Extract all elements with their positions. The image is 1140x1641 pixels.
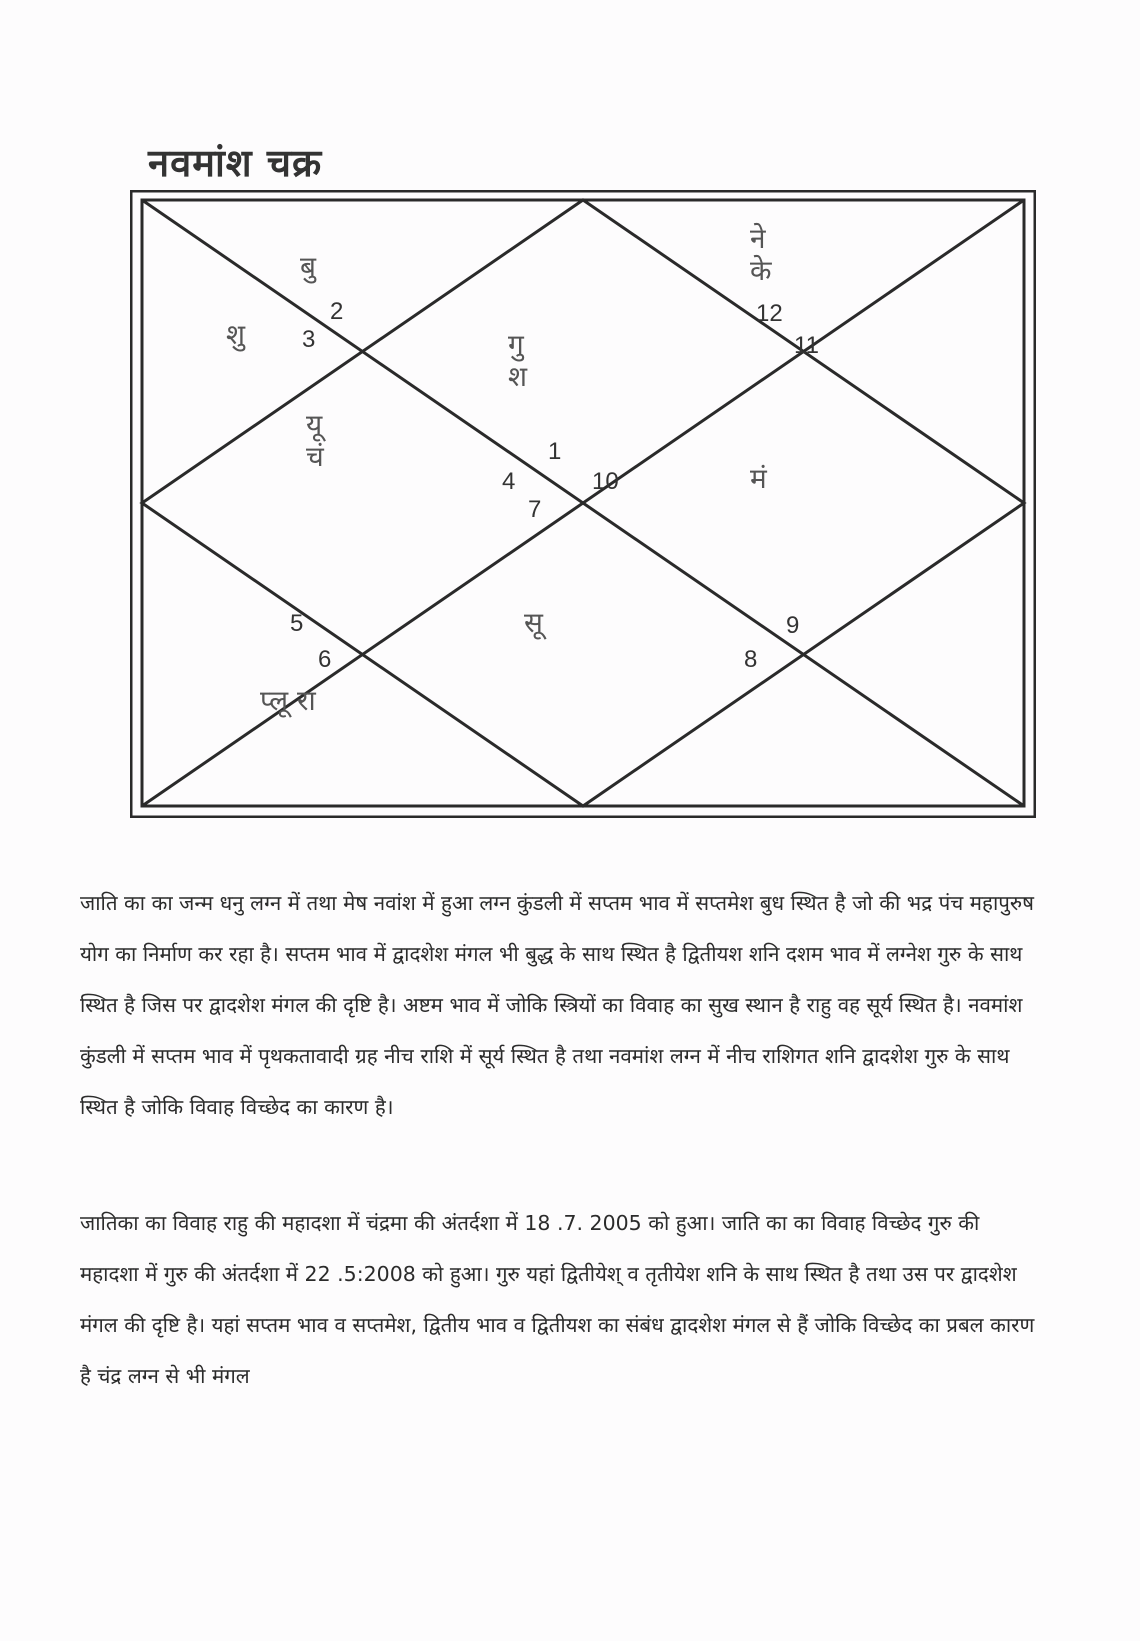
planet-shukra: शु [226, 318, 246, 351]
navamsha-chart [130, 190, 1036, 818]
planet-pluto-rahu: प्लू रा [260, 684, 316, 717]
house-number-10: 10 [592, 468, 619, 495]
planet-chandra: चं [306, 440, 324, 473]
house-number-4: 4 [502, 468, 516, 495]
house-number-12: 12 [756, 300, 783, 327]
chart-frame [130, 190, 1036, 818]
page-title: नवमांश चक्र [148, 141, 323, 185]
house-number-6: 6 [318, 646, 332, 673]
paragraph-1: जाति का का जन्म धनु लग्न में तथा मेष नवांश में हुआ लग्न कुंडली में सप्तम भाव में सप्तमेश बुध स्थित है जो की भद्र पंच महापुरुष योग का निर्माण कर रहा है। सप्तम भाव में द्वादशेश मंगल भी बुद्ध के साथ स्थित है द्वितीयश शनि दशम भाव में लग्नेश गुरु के साथ स्थित है जिस पर द्वादशेश मंगल की दृष्टि है। अष्टम भाव में जोकि स्त्रियों का विवाह का सुख स्थान है राहु वह सूर्य स्थित है। नवमांश कुंडली में सप्तम भाव में पृथकतावादी ग्रह नीच राशि में सूर्य स्थित है तथा नवमांश लग्न में नीच राशिगत शनि द्वादशेश गुरु के साथ स्थित है जोकि विवाह विच्छेद का कारण है। [80, 891, 1034, 1119]
planet-budh: बु [300, 250, 316, 283]
house-number-8: 8 [744, 646, 758, 673]
house-number-5: 5 [290, 610, 304, 637]
house-number-7: 7 [528, 496, 542, 523]
planet-mangal: मं [750, 462, 767, 495]
planet-guru: गु [508, 328, 524, 361]
paragraph-2: जातिका का विवाह राहु की महादशा में चंद्रमा की अंतर्दशा में 18 .7. 2005 को हुआ। जाति का का विवाह विच्छेद गुरु की महादशा में गुरु की अंतर्दशा में 22 .5:2008 को हुआ। गुरु यहां द्वितीयेश् व तृतीयेश शनि के साथ स्थित है तथा उस पर द्वादशेश मंगल की दृष्टि है। यहां सप्तम भाव व सप्तमेश, द्वितीय भाव व द्वितीयश का संबंध द्वादशेश मंगल से हैं जोकि विच्छेद का प्रबल कारण है चंद्र लग्न से भी मंगल [80, 1211, 1035, 1388]
planet-shani: श [508, 360, 528, 393]
house-number-11: 11 [794, 332, 819, 359]
house-number-3: 3 [302, 326, 316, 353]
planet-uranus: यू [306, 408, 323, 441]
house-number-9: 9 [786, 612, 800, 639]
house-number-1: 1 [548, 438, 562, 465]
planet-surya: सू [524, 606, 543, 639]
planet-neptune: ने [750, 222, 766, 255]
house-number-2: 2 [330, 298, 344, 325]
planet-ketu: के [750, 254, 772, 287]
